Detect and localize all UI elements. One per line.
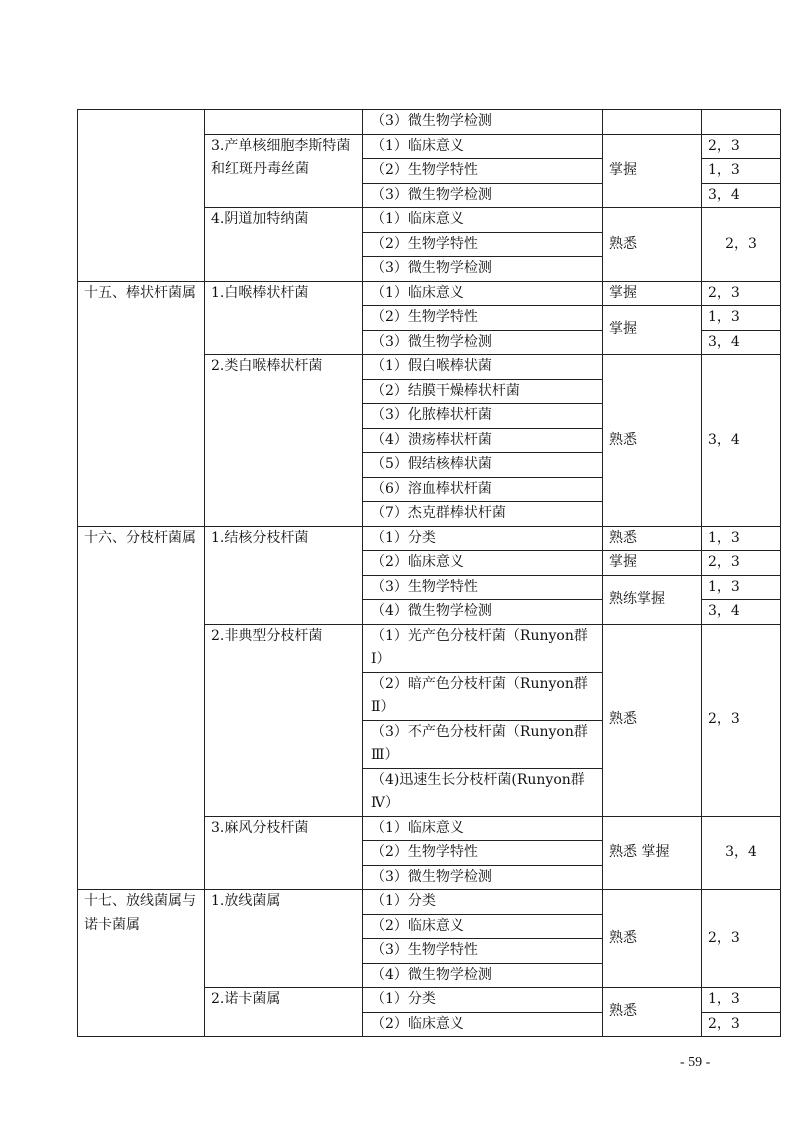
organism-cell [205, 110, 363, 135]
page-number: - 59 - [680, 1055, 711, 1070]
item-cell: （4）微生物学检测 [363, 963, 603, 988]
item-cell: （5）假结核棒状菌 [363, 453, 603, 478]
item-cell: （2）结膜干燥棒状杆菌 [363, 379, 603, 404]
unit-cell: 2，3 [702, 208, 781, 282]
item-cell: （3）微生物学检测 [363, 183, 603, 208]
section-cell [78, 110, 205, 282]
item-cell: （1）光产色分枝杆菌（Runyon群Ⅰ） [363, 624, 603, 672]
unit-cell: 2，3 [702, 551, 781, 576]
table-row [78, 110, 781, 135]
organism-cell: 1.白喉棒状杆菌 [205, 281, 363, 355]
item-cell: （4）微生物学检测 [363, 600, 603, 625]
item-cell: （3）微生物学检测 [363, 865, 603, 890]
item-cell: （3）微生物学检测 [363, 330, 603, 355]
organism-cell: 3.麻风分枝杆菌 [205, 816, 363, 890]
item-cell: （2）暗产色分枝杆菌（Runyon群Ⅱ） [363, 672, 603, 720]
item-cell: （2）临床意义 [363, 914, 603, 939]
item-cell: （2）生物学特性 [363, 159, 603, 184]
unit-cell: 3，4 [702, 330, 781, 355]
item-cell: （2）生物学特性 [363, 232, 603, 257]
table-row [78, 281, 781, 306]
organism-cell: 2.类白喉棒状杆菌 [205, 355, 363, 527]
item-cell: （3）不产色分枝杆菌（Runyon群Ⅲ） [363, 720, 603, 768]
item-cell: （1）分类 [363, 988, 603, 1013]
item-cell: （1）分类 [363, 526, 603, 551]
requirement-cell: 熟悉 掌握 [603, 816, 702, 890]
unit-cell: 2，3 [702, 134, 781, 159]
table-row [78, 890, 781, 915]
organism-cell: 1.放线菌属 [205, 890, 363, 988]
unit-cell: 1，3 [702, 159, 781, 184]
organism-cell: 3.产单核细胞李斯特菌和红斑丹毒丝菌 [205, 134, 363, 208]
unit-cell: 3，4 [702, 355, 781, 527]
item-cell: （1）临床意义 [363, 816, 603, 841]
item-cell: （3）生物学特性 [363, 939, 603, 964]
item-cell: （1）临床意义 [363, 208, 603, 233]
requirement-cell: 熟悉 [603, 526, 702, 551]
section-cell: 十七、放线菌属与诺卡菌属 [78, 890, 205, 1037]
requirement-cell: 熟悉 [603, 208, 702, 282]
item-cell: （1）分类 [363, 890, 603, 915]
organism-cell: 2.非典型分枝杆菌 [205, 624, 363, 816]
requirement-cell: 掌握 [603, 306, 702, 355]
item-cell: （1）临床意义 [363, 281, 603, 306]
item-cell: （2）临床意义 [363, 551, 603, 576]
unit-cell: 2，3 [702, 890, 781, 988]
item-cell: （6）溶血棒状杆菌 [363, 477, 603, 502]
item-cell: （3）微生物学检测 [363, 257, 603, 282]
requirement-cell [603, 110, 702, 135]
unit-cell: 2，3 [702, 1012, 781, 1037]
unit-cell: 1，3 [702, 988, 781, 1013]
organism-cell: 4.阴道加特纳菌 [205, 208, 363, 282]
section-cell: 十五、棒状杆菌属 [78, 281, 205, 526]
unit-cell: 2，3 [702, 624, 781, 816]
unit-cell: 1，3 [702, 306, 781, 331]
unit-cell: 3，4 [702, 183, 781, 208]
item-cell: （2）生物学特性 [363, 306, 603, 331]
item-cell: （4）溃疡棒状杆菌 [363, 428, 603, 453]
item-cell: （2）生物学特性 [363, 841, 603, 866]
item-cell: （7）杰克群棒状杆菌 [363, 502, 603, 527]
requirement-cell: 熟悉 [603, 890, 702, 988]
section-cell: 十六、分枝杆菌属 [78, 526, 205, 890]
requirement-cell: 熟练掌握 [603, 575, 702, 624]
unit-cell: 3，4 [702, 600, 781, 625]
syllabus-table [77, 109, 781, 1037]
requirement-cell: 掌握 [603, 134, 702, 208]
unit-cell: 3，4 [702, 816, 781, 890]
requirement-cell: 掌握 [603, 551, 702, 576]
organism-cell: 1.结核分枝杆菌 [205, 526, 363, 624]
unit-cell: 1，3 [702, 526, 781, 551]
requirement-cell: 熟悉 [603, 624, 702, 816]
organism-cell: 2.诺卡菌属 [205, 988, 363, 1037]
item-cell: （2）临床意义 [363, 1012, 603, 1037]
unit-cell [702, 110, 781, 135]
item-cell: （1）假白喉棒状菌 [363, 355, 603, 380]
requirement-cell: 熟悉 [603, 355, 702, 527]
table-row [78, 526, 781, 551]
item-cell: （3）微生物学检测 [363, 110, 603, 135]
requirement-cell: 熟悉 [603, 988, 702, 1037]
requirement-cell: 掌握 [603, 281, 702, 306]
unit-cell: 2，3 [702, 281, 781, 306]
item-cell: （3）化脓棒状杆菌 [363, 404, 603, 429]
item-cell: （4)迅速生长分枝杆菌(Runyon群Ⅳ） [363, 768, 603, 816]
unit-cell: 1，3 [702, 575, 781, 600]
item-cell: （1）临床意义 [363, 134, 603, 159]
item-cell: （3）生物学特性 [363, 575, 603, 600]
